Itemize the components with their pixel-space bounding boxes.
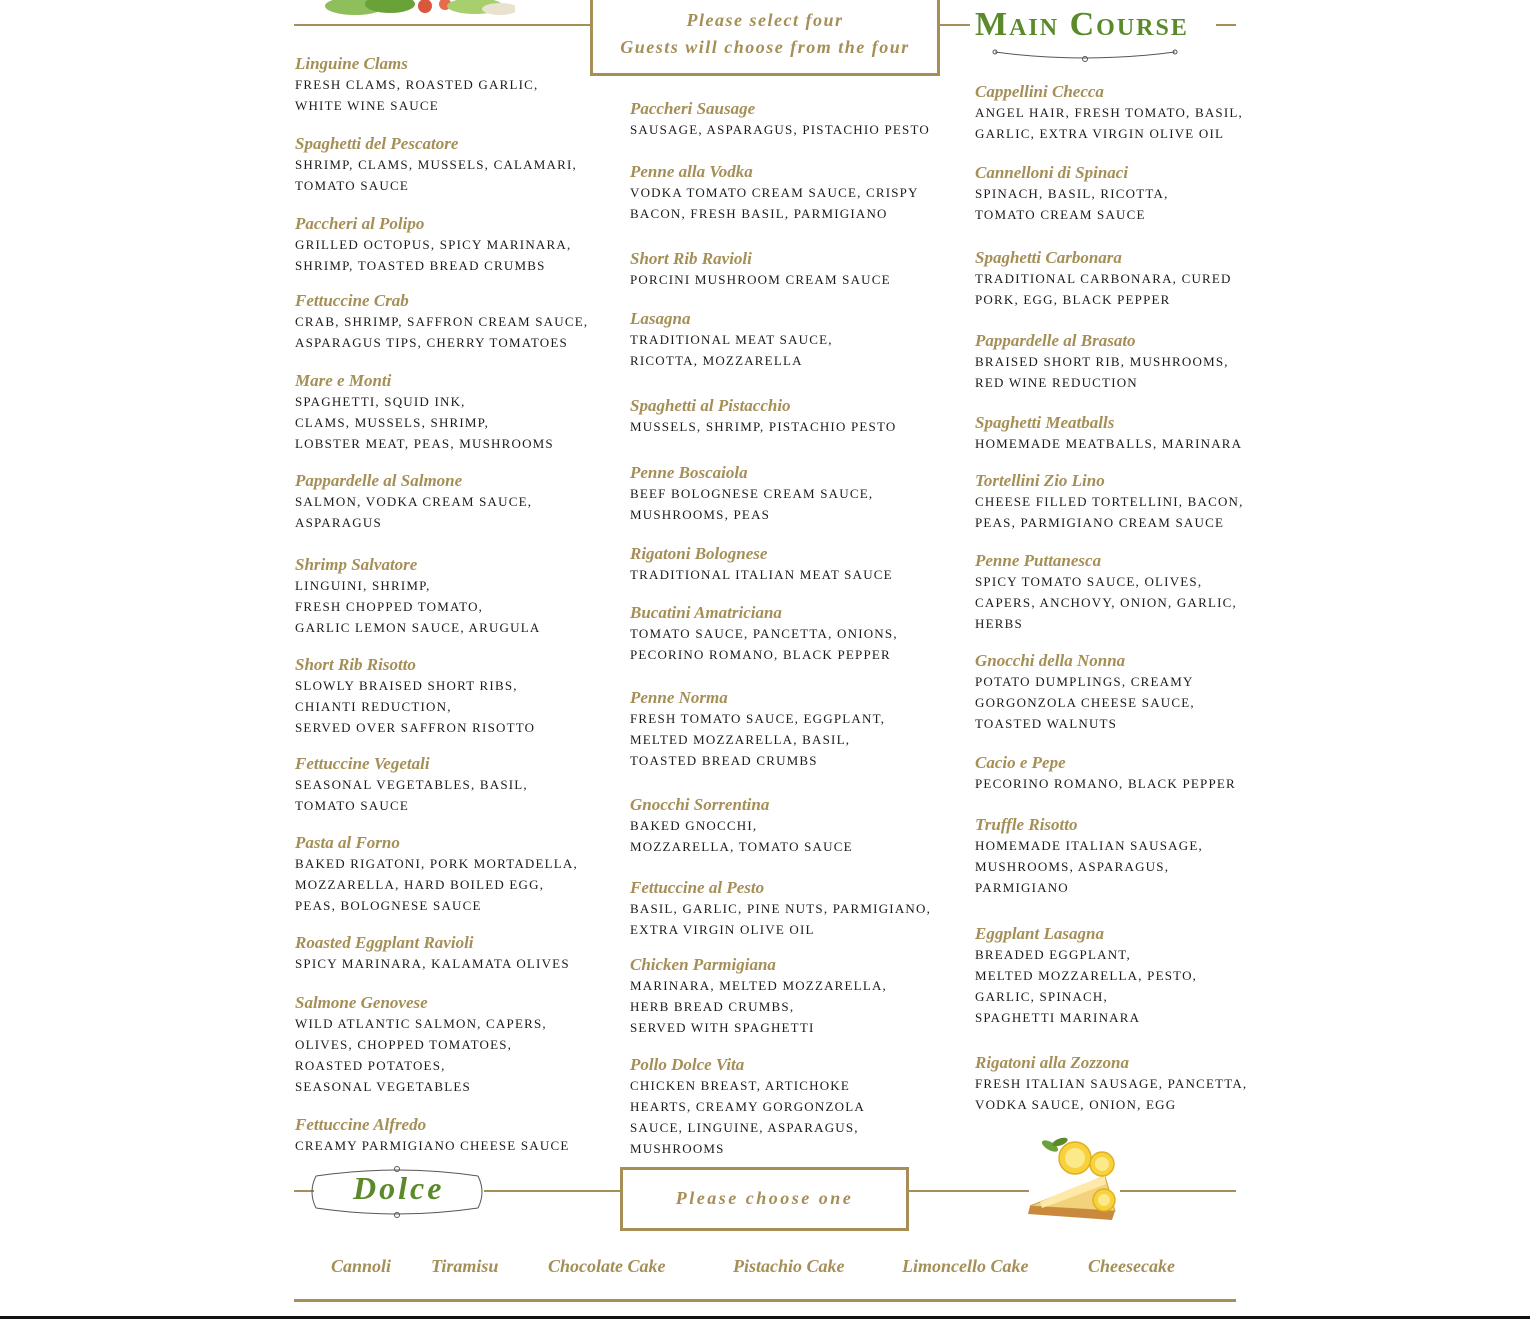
dish-desc: POTATO DUMPLINGS, CREAMY: [975, 674, 1194, 689]
header-line-left: [294, 24, 590, 26]
menu-item: [295, 832, 578, 916]
dessert-item: Limoncello Cake: [902, 1256, 1029, 1276]
dish-desc: GARLIC, SPINACH,: [975, 989, 1108, 1004]
dish-desc: SPAGHETTI, SQUID INK,: [295, 394, 466, 409]
dish-desc: MUSSELS, SHRIMP, PISTACHIO PESTO: [630, 419, 897, 434]
menu-item: [975, 330, 1229, 393]
dish-name: Paccheri Sausage: [630, 99, 756, 118]
menu-item: [295, 290, 588, 353]
dish-desc: MOZZARELLA, TOMATO SAUCE: [630, 839, 853, 854]
dish-name: Penne Norma: [630, 688, 728, 707]
dish-desc: SHRIMP, TOASTED BREAD CRUMBS: [295, 258, 546, 273]
menu-item: [295, 654, 535, 738]
dish-desc: GARLIC LEMON SAUCE, ARUGULA: [295, 620, 541, 635]
dish-desc: CHIANTI REDUCTION,: [295, 699, 452, 714]
menu-item: [975, 1052, 1247, 1115]
dish-name: Penne Boscaiola: [630, 463, 748, 482]
dish-desc: HEARTS, CREAMY GORGONZOLA: [630, 1099, 865, 1114]
dish-name: Penne alla Vodka: [630, 162, 753, 181]
menu-item: [975, 247, 1232, 310]
dish-desc: ASPARAGUS: [295, 515, 382, 530]
dessert-item: Cannoli: [331, 1256, 392, 1276]
dish-name: Rigatoni alla Zozzona: [975, 1053, 1129, 1072]
dish-desc: PEAS, PARMIGIANO CREAM SAUCE: [975, 515, 1225, 530]
dish-desc: PORK, EGG, BLACK PEPPER: [975, 292, 1171, 307]
dish-desc: PEAS, BOLOGNESE SAUCE: [295, 898, 482, 913]
main-course-title: Main Course: [975, 6, 1189, 43]
menu-item: [295, 753, 528, 816]
dolce-line-right: [1120, 1190, 1236, 1192]
dish-desc: LOBSTER MEAT, PEAS, MUSHROOMS: [295, 436, 554, 451]
dish-desc: CAPERS, ANCHOVY, ONION, GARLIC,: [975, 595, 1237, 610]
menu-item: [975, 923, 1197, 1028]
guests-choose-note: Guests will choose from the four: [620, 37, 910, 57]
dish-name: Lasagna: [630, 309, 691, 328]
dish-desc: CHEESE FILLED TORTELLINI, BACON,: [975, 494, 1244, 509]
dish-desc: TOMATO SAUCE: [295, 798, 409, 813]
dish-desc: CLAMS, MUSSELS, SHRIMP,: [295, 415, 490, 430]
dish-desc: FRESH CHOPPED TOMATO,: [295, 599, 484, 614]
dish-name: Roasted Eggplant Ravioli: [295, 933, 474, 952]
menu-item: [975, 412, 1242, 454]
menu-item: [975, 752, 1236, 794]
dish-desc: SPAGHETTI MARINARA: [975, 1010, 1141, 1025]
dish-desc: TRADITIONAL ITALIAN MEAT SAUCE: [630, 567, 893, 582]
dish-name: Spaghetti al Pistacchio: [630, 396, 791, 415]
dish-desc: SHRIMP, CLAMS, MUSSELS, CALAMARI,: [295, 157, 577, 172]
dessert-item: Cheesecake: [1088, 1256, 1175, 1276]
dish-desc: TOMATO CREAM SAUCE: [975, 207, 1146, 222]
dish-desc: SPICY MARINARA, KALAMATA OLIVES: [295, 956, 570, 971]
menu-item: [975, 650, 1195, 734]
choose-one-box: [620, 1167, 909, 1231]
dish-desc: RICOTTA, MOZZARELLA: [630, 353, 803, 368]
select-four-box: [590, 0, 940, 76]
dish-name: Linguine Clams: [295, 54, 408, 73]
dish-desc: SEASONAL VEGETABLES: [295, 1079, 471, 1094]
dish-desc: SPICY TOMATO SAUCE, OLIVES,: [975, 574, 1203, 589]
dish-name: Chicken Parmigiana: [630, 955, 776, 974]
menu-item: [630, 462, 873, 525]
dish-desc: FRESH TOMATO SAUCE, EGGPLANT,: [630, 711, 886, 726]
dish-desc: MUSHROOMS, ASPARAGUS,: [975, 859, 1170, 874]
menu-item: [295, 554, 540, 638]
header-line-mid: [940, 24, 970, 26]
dish-name: Mare e Monti: [295, 371, 392, 390]
dish-desc: VODKA TOMATO CREAM SAUCE, CRISPY: [630, 185, 919, 200]
menu-item: [295, 932, 570, 974]
dish-desc: BAKED GNOCCHI,: [630, 818, 758, 833]
dish-desc: BREADED EGGPLANT,: [975, 947, 1131, 962]
dish-desc: CHICKEN BREAST, ARTICHOKE: [630, 1078, 851, 1093]
dish-desc: BASIL, GARLIC, PINE NUTS, PARMIGIANO,: [630, 901, 932, 916]
menu-item: [630, 877, 931, 940]
dish-desc: SLOWLY BRAISED SHORT RIBS,: [295, 678, 518, 693]
dish-name: Fettuccine Vegetali: [295, 754, 430, 773]
dish-name: Eggplant Lasagna: [975, 924, 1104, 943]
menu-item: [295, 213, 571, 276]
dish-name: Bucatini Amatriciana: [630, 603, 782, 622]
dolce-line-mid-left: [484, 1190, 622, 1192]
dish-name: Gnocchi della Nonna: [975, 651, 1126, 670]
dish-desc: TOMATO SAUCE: [295, 178, 409, 193]
footer-line: [294, 1299, 1236, 1302]
dish-desc: MELTED MOZZARELLA, PESTO,: [975, 968, 1198, 983]
dish-name: Spaghetti Meatballs: [975, 413, 1115, 432]
dish-desc: BACON, FRESH BASIL, PARMIGIANO: [630, 206, 888, 221]
dish-name: Fettuccine Alfredo: [295, 1115, 427, 1134]
main-course-flourish: [990, 46, 1180, 69]
menu-item: [630, 161, 919, 224]
dish-desc: HERBS: [975, 616, 1023, 631]
dessert-item: Chocolate Cake: [548, 1256, 666, 1276]
dish-desc: CREAMY PARMIGIANO CHEESE SAUCE: [295, 1138, 570, 1153]
dish-name: Shrimp Salvatore: [295, 555, 418, 574]
dish-desc: CRAB, SHRIMP, SAFFRON CREAM SAUCE,: [295, 314, 589, 329]
dish-desc: HOMEMADE MEATBALLS, MARINARA: [975, 436, 1243, 451]
menu-item: [295, 53, 538, 116]
select-four-note: Please select four: [686, 10, 844, 30]
dish-name: Cacio e Pepe: [975, 753, 1066, 772]
dish-desc: SERVED WITH SPAGHETTI: [630, 1020, 815, 1035]
dish-desc: MARINARA, MELTED MOZZARELLA,: [630, 978, 887, 993]
dish-desc: ANGEL HAIR, FRESH TOMATO, BASIL,: [975, 105, 1243, 120]
menu-item: [630, 954, 887, 1038]
dish-name: Pappardelle al Brasato: [975, 331, 1136, 350]
dish-desc: SAUCE, LINGUINE, ASPARAGUS,: [630, 1120, 859, 1135]
dish-desc: TOMATO SAUCE, PANCETTA, ONIONS,: [630, 626, 898, 641]
dish-desc: PORCINI MUSHROOM CREAM SAUCE: [630, 272, 891, 287]
dish-desc: ROASTED POTATOES,: [295, 1058, 446, 1073]
dish-desc: PECORINO ROMANO, BLACK PEPPER: [975, 776, 1236, 791]
dolce-line-mid-right: [909, 1190, 1029, 1192]
menu-item: [975, 162, 1169, 225]
dessert-item: Pistachio Cake: [733, 1256, 845, 1276]
dessert-item: Tiramisu: [431, 1256, 499, 1276]
dish-desc: SEASONAL VEGETABLES, BASIL,: [295, 777, 528, 792]
lemon-cake-illustration: [1020, 1136, 1130, 1233]
dish-desc: FRESH ITALIAN SAUSAGE, PANCETTA,: [975, 1076, 1248, 1091]
dish-name: Spaghetti del Pescatore: [295, 134, 459, 153]
dish-desc: MUSHROOMS: [630, 1141, 725, 1156]
dish-desc: FRESH CLAMS, ROASTED GARLIC,: [295, 77, 539, 92]
menu-item: [630, 794, 853, 857]
dish-desc: MUSHROOMS, PEAS: [630, 507, 771, 522]
menu-item: [295, 133, 577, 196]
menu-item: [975, 81, 1243, 144]
dish-desc: SERVED OVER SAFFRON RISOTTO: [295, 720, 536, 735]
header-line-right: [1216, 24, 1236, 26]
dish-desc: RED WINE REDUCTION: [975, 375, 1138, 390]
dish-desc: WILD ATLANTIC SALMON, CAPERS,: [295, 1016, 547, 1031]
dish-desc: MELTED MOZZARELLA, BASIL,: [630, 732, 851, 747]
dish-desc: ASPARAGUS TIPS, CHERRY TOMATOES: [295, 335, 568, 350]
dish-name: Spaghetti Carbonara: [975, 248, 1122, 267]
dish-name: Pappardelle al Salmone: [295, 471, 463, 490]
dish-name: Tortellini Zio Lino: [975, 471, 1105, 490]
dish-name: Cannelloni di Spinaci: [975, 163, 1129, 182]
dish-desc: SPINACH, BASIL, RICOTTA,: [975, 186, 1169, 201]
dish-desc: GRILLED OCTOPUS, SPICY MARINARA,: [295, 237, 572, 252]
menu-item: [630, 395, 896, 437]
dish-name: Short Rib Ravioli: [630, 249, 752, 268]
menu-item: [975, 814, 1203, 898]
dish-desc: VODKA SAUCE, ONION, EGG: [975, 1097, 1177, 1112]
dish-desc: EXTRA VIRGIN OLIVE OIL: [630, 922, 815, 937]
salad-illustration: [315, 0, 515, 16]
dish-name: Cappellini Checca: [975, 82, 1104, 101]
menu-item: [295, 1114, 569, 1156]
menu-item: [630, 98, 930, 140]
dish-name: Gnocchi Sorrentina: [630, 795, 770, 814]
dish-name: Penne Puttanesca: [975, 551, 1102, 570]
menu-item: [295, 470, 532, 533]
dish-desc: OLIVES, CHOPPED TOMATOES,: [295, 1037, 513, 1052]
menu-item: [295, 992, 547, 1097]
dish-name: Salmone Genovese: [295, 993, 428, 1012]
dish-desc: SALMON, VODKA CREAM SAUCE,: [295, 494, 533, 509]
dish-desc: TOASTED BREAD CRUMBS: [630, 753, 818, 768]
dish-name: Paccheri al Polipo: [295, 214, 425, 233]
dish-name: Truffle Risotto: [975, 815, 1078, 834]
dish-desc: TRADITIONAL MEAT SAUCE,: [630, 332, 833, 347]
dolce-title: Dolce: [353, 1170, 445, 1206]
dish-desc: BRAISED SHORT RIB, MUSHROOMS,: [975, 354, 1229, 369]
dish-desc: GARLIC, EXTRA VIRGIN OLIVE OIL: [975, 126, 1225, 141]
menu-item: [630, 543, 893, 585]
dish-name: Pasta al Forno: [295, 833, 400, 852]
menu-item: [975, 470, 1244, 533]
dish-desc: HOMEMADE ITALIAN SAUSAGE,: [975, 838, 1203, 853]
dish-name: Pollo Dolce Vita: [630, 1055, 745, 1074]
dish-desc: BEEF BOLOGNESE CREAM SAUCE,: [630, 486, 874, 501]
dish-desc: HERB BREAD CRUMBS,: [630, 999, 795, 1014]
dish-desc: PECORINO ROMANO, BLACK PEPPER: [630, 647, 891, 662]
dish-name: Rigatoni Bolognese: [630, 544, 768, 563]
menu-item: [295, 370, 554, 454]
dish-name: Fettuccine al Pesto: [630, 878, 765, 897]
menu-item: [630, 687, 885, 771]
menu-item: [630, 308, 833, 371]
dish-desc: PARMIGIANO: [975, 880, 1069, 895]
dish-desc: WHITE WINE SAUCE: [295, 98, 439, 113]
choose-one-note: Please choose one: [675, 1188, 854, 1208]
dish-desc: LINGUINI, SHRIMP,: [295, 578, 431, 593]
menu-item: [975, 550, 1237, 634]
dish-name: Fettuccine Crab: [295, 291, 409, 310]
menu-item: [630, 602, 898, 665]
dish-desc: SAUSAGE, ASPARAGUS, PISTACHIO PESTO: [630, 122, 930, 137]
dish-desc: MOZZARELLA, HARD BOILED EGG,: [295, 877, 545, 892]
dish-desc: TOASTED WALNUTS: [975, 716, 1118, 731]
menu-item: [630, 1054, 865, 1159]
dish-name: Short Rib Risotto: [295, 655, 416, 674]
menu-item: [630, 248, 891, 290]
dish-desc: TRADITIONAL CARBONARA, CURED: [975, 271, 1232, 286]
dish-desc: BAKED RIGATONI, PORK MORTADELLA,: [295, 856, 578, 871]
dish-desc: GORGONZOLA CHEESE SAUCE,: [975, 695, 1195, 710]
